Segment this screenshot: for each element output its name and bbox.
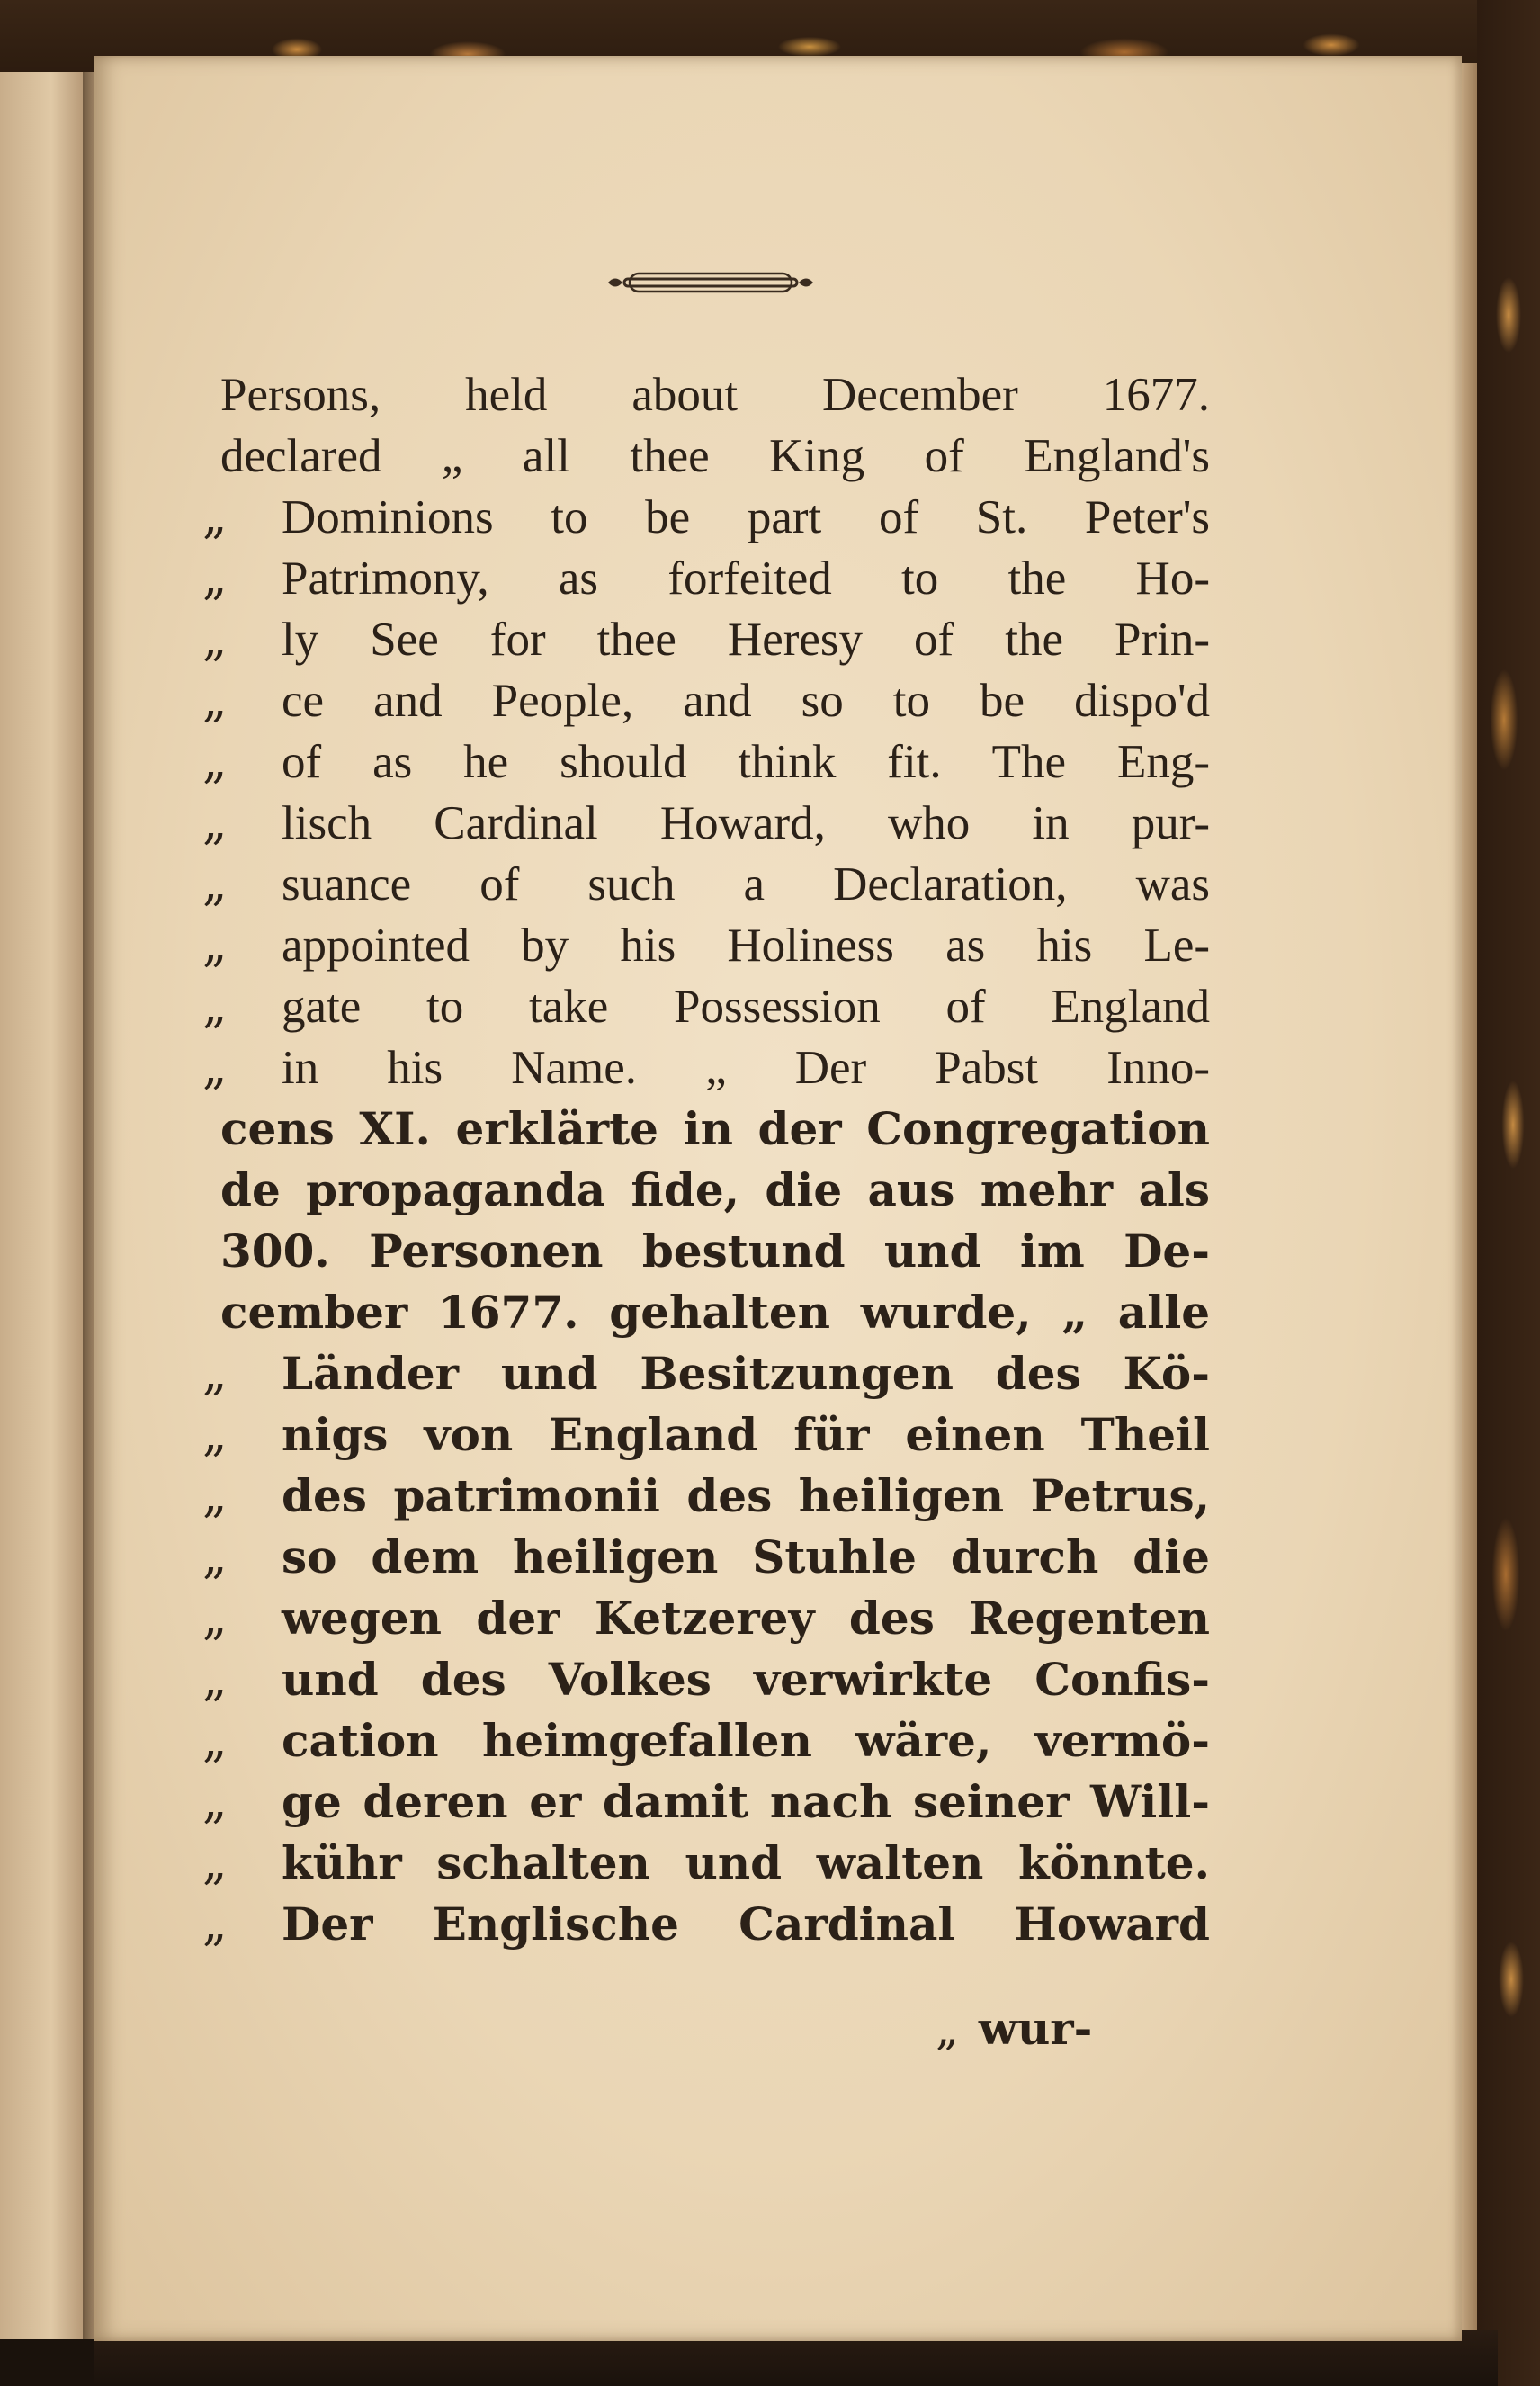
line-quote-mark: „	[202, 918, 228, 973]
text-line	[202, 1343, 1210, 1404]
line-quote-mark: „	[202, 1040, 228, 1095]
text-line	[202, 609, 1210, 670]
text-line	[202, 1894, 1210, 1955]
line-text: de propaganda fide, die aus mehr als	[220, 1163, 1210, 1216]
line-quote-mark: „	[202, 795, 228, 850]
line-quote-mark: „	[202, 1468, 228, 1523]
line-text: declared „ all thee King of England's	[220, 430, 1210, 482]
text-line	[202, 1527, 1210, 1588]
text-line	[202, 1833, 1210, 1894]
facing-page-edge	[0, 72, 88, 2339]
text-line	[202, 1466, 1210, 1527]
line-quote-mark: „	[202, 1346, 228, 1401]
ornament-icon	[603, 265, 819, 300]
line-quote-mark: „	[202, 612, 228, 667]
text-line	[202, 426, 1210, 487]
text-line	[202, 1221, 1210, 1282]
line-quote-mark: „	[202, 673, 228, 728]
line-text: cation heimgefallen wäre, vermö-	[282, 1714, 1210, 1767]
text-line	[202, 1710, 1210, 1772]
catchword-text: wur-	[978, 2002, 1093, 2055]
text-line	[202, 364, 1210, 426]
line-text: Dominions to be part of St. Peter's	[282, 491, 1210, 543]
text-line	[202, 976, 1210, 1037]
line-quote-mark: „	[202, 1652, 228, 1707]
line-quote-mark: „	[202, 979, 228, 1034]
line-quote-mark: „	[202, 1835, 228, 1890]
line-text: ge deren er damit nach seiner Will-	[282, 1775, 1210, 1828]
line-text: wegen der Ketzerey des Regenten	[282, 1592, 1210, 1645]
line-quote-mark: „	[202, 1591, 228, 1646]
text-line	[202, 670, 1210, 731]
marbled-cover-right	[1477, 0, 1540, 2386]
line-quote-mark: „	[202, 1713, 228, 1768]
line-text: suance of such a Declaration, was	[282, 858, 1210, 910]
line-text: cens XI. erklärte in der Congregation	[220, 1102, 1210, 1155]
line-quote-mark: „	[202, 1897, 228, 1951]
text-line	[202, 1772, 1210, 1833]
line-text: appointed by his Holiness as his Le-	[282, 919, 1210, 972]
text-line	[202, 1099, 1210, 1160]
line-text: of as he should think fit. The Eng-	[282, 736, 1210, 788]
line-quote-mark: „	[202, 1529, 228, 1584]
text-line	[202, 915, 1210, 976]
line-quote-mark: „	[202, 489, 228, 544]
text-line	[202, 548, 1210, 609]
line-text: Länder und Besitzungen des Kö-	[282, 1347, 1210, 1400]
catchword	[936, 2002, 1092, 2055]
line-text: ly See for thee Heresy of the Prin-	[282, 614, 1210, 666]
line-text: Persons, held about December 1677.	[220, 369, 1210, 421]
page-text	[202, 364, 1210, 1955]
text-line	[202, 1588, 1210, 1649]
text-line	[202, 1404, 1210, 1466]
line-text: und des Volkes verwirkte Confis-	[282, 1653, 1210, 1706]
line-text: nigs von England für einen Theil	[282, 1408, 1210, 1461]
line-text: des patrimonii des heiligen Petrus,	[282, 1469, 1210, 1522]
line-quote-mark: „	[202, 734, 228, 789]
text-line	[202, 1160, 1210, 1221]
text-line	[202, 1037, 1210, 1099]
text-line	[202, 1282, 1210, 1343]
line-quote-mark: „	[202, 1774, 228, 1829]
text-line	[202, 731, 1210, 793]
line-text: kühr schalten und walten könnte.	[282, 1836, 1210, 1889]
line-text: gate to take Possession of England	[282, 981, 1210, 1033]
line-text: Patrimony, as forfeited to the Ho-	[282, 552, 1210, 605]
line-text: 300. Personen bestund und im De-	[220, 1224, 1210, 1278]
text-line	[202, 1649, 1210, 1710]
line-text: cember 1677. gehalten wurde, „ alle	[220, 1286, 1210, 1339]
line-text: ce and People, and so to be dispo'd	[282, 675, 1210, 727]
line-text: in his Name. „ Der Pabst Inno-	[282, 1042, 1210, 1094]
text-line	[202, 487, 1210, 548]
line-text: lisch Cardinal Howard, who in pur-	[282, 797, 1210, 849]
line-text: so dem heiligen Stuhle durch die	[282, 1530, 1210, 1583]
text-line	[202, 793, 1210, 854]
line-quote-mark: „	[202, 551, 228, 605]
catchword-quote-mark: „	[936, 2003, 959, 2055]
line-quote-mark: „	[202, 857, 228, 911]
line-text: Der Englische Cardinal Howard	[282, 1897, 1210, 1951]
text-line	[202, 854, 1210, 915]
line-quote-mark: „	[202, 1407, 228, 1462]
